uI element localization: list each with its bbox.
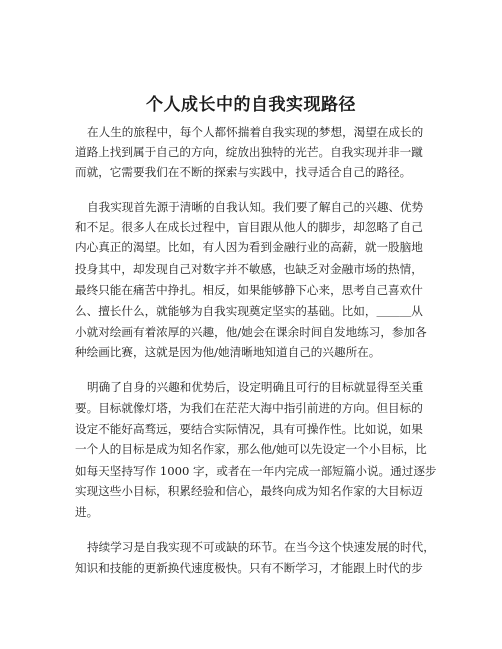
paragraph-line: 最终只能在痛苦中挣扎。相反，如果能够静下心来，思考自己喜欢什 — [75, 283, 423, 297]
paragraph-line: 知识和技能的更新换代速度极快。只有不断学习，才能跟上时代的步 — [75, 561, 423, 575]
paragraph-line: 和不足。很多人在成长过程中，盲目跟从他人的脚步，却忽略了自己 — [75, 220, 423, 234]
paragraph-line: 内心真正的渴望。比如，有人因为看到金融行业的高薪，就一股脑地 — [75, 240, 423, 254]
paragraph-line: 设定不能好高骛远，要结合实际情况，具有可操作性。比如说，如果 — [75, 422, 423, 436]
document-title: 个人成长中的自我实现路径 — [146, 95, 356, 115]
paragraph-line: 进。 — [75, 505, 99, 519]
paragraph-line: 种绘画比赛，这就是因为他/她清晰地知道自己的兴趣所在。 — [75, 345, 381, 359]
paragraph-line: 自我实现首先源于清晰的自我认知。我们要了解自己的兴趣、优势 — [87, 200, 424, 214]
paragraph-line: 持续学习是自我实现不可或缺的环节。在当今这个快速发展的时代， — [87, 540, 435, 554]
paragraph-line: 如每天坚持写作 1000 字，或者在一年内完成一部短篇小说。通过逐步 — [75, 464, 437, 478]
paragraph-line: 在人生的旅程中，每个人都怀揣着自我实现的梦想，渴望在成长的 — [87, 125, 424, 139]
paragraph-line: 一个人的目标是成为知名作家，那么他/她可以先设定一个小目标，比 — [75, 442, 427, 456]
paragraph-line: 而就，它需要我们在不断的探索与实践中，找寻适合自己的路径。 — [75, 165, 412, 179]
paragraph-line: 小就对绘画有着浓厚的兴趣，他/她会在课余时间自发地练习，参加各 — [75, 325, 427, 339]
paragraph-line: 投身其中，却发现自己对数字并不敏感，也缺乏对金融市场的热情， — [75, 262, 423, 276]
paragraph-line: 么、擅长什么，就能够为自我实现奠定坚实的基础。比如，＿＿＿从 — [75, 304, 423, 318]
paragraph-line: 道路上找到属于自己的方向，绽放出独特的光芒。自我实现并非一蹴 — [75, 145, 423, 159]
paragraph-line: 实现这些小目标，积累经验和信心，最终向成为知名作家的大目标迈 — [75, 484, 423, 498]
paragraph-line: 要。目标就像灯塔，为我们在茫茫大海中指引前进的方向。但目标的 — [75, 401, 423, 415]
paragraph-line: 明确了自身的兴趣和优势后，设定明确且可行的目标就显得至关重 — [87, 380, 424, 394]
